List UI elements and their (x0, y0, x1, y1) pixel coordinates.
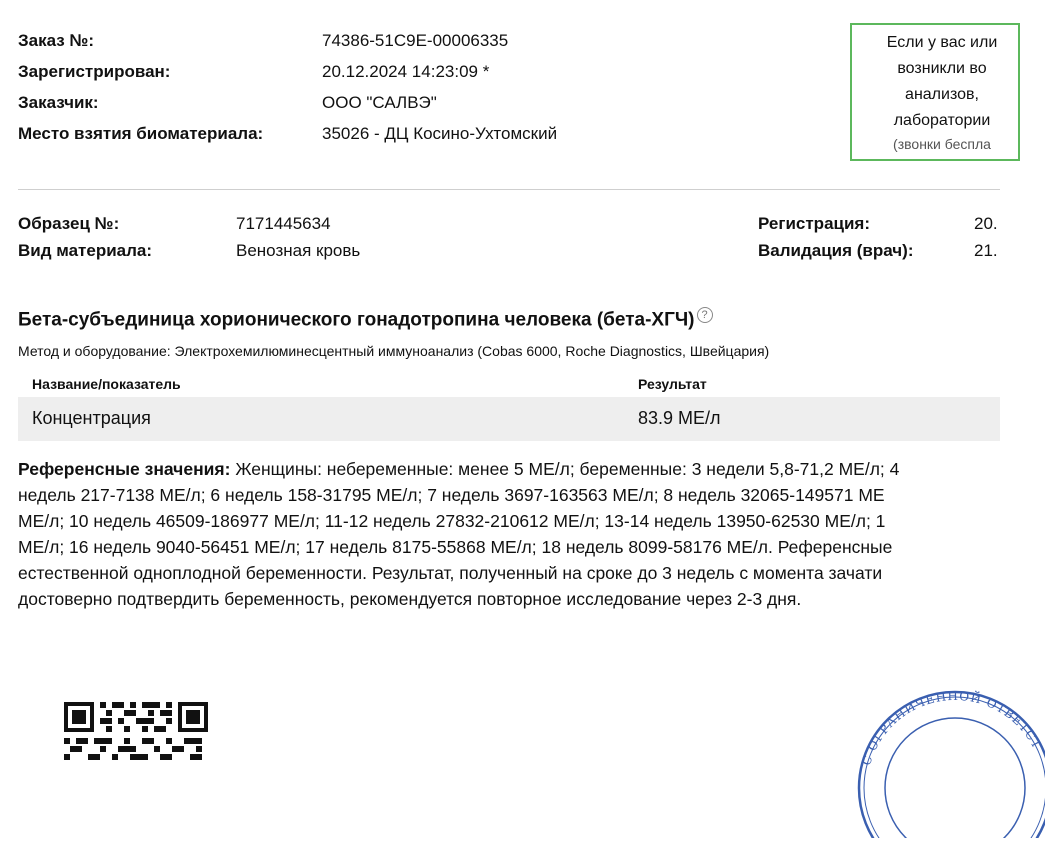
results-table-header (18, 374, 1000, 396)
material-value: Венозная кровь (236, 241, 361, 260)
stamp-seal (845, 688, 1045, 838)
stamp-text: С ОГРАНИЧЕННОЙ ОТВЕТСТ (859, 688, 1045, 768)
reference-line: естественной одноплодной беременности. Результат, полученный на сроке до 3 недель с момента зачати (18, 563, 883, 583)
contact-line: возникли во (897, 60, 987, 77)
customer-label: Заказчик: (18, 93, 99, 112)
sample-number-value: 7171445634 (236, 214, 331, 233)
help-icon[interactable]: ? (697, 307, 713, 323)
registered-label: Зарегистрирован: (18, 62, 171, 81)
validation-value: 21. (974, 241, 998, 260)
test-title: Бета-субъединица хорионического гонадотропина человека (бета-ХГЧ) (18, 309, 695, 331)
order-number-label: Заказ №: (18, 31, 95, 50)
column-header-result: Результат (638, 376, 707, 392)
order-number-value: 74386-51С9Е-00006335 (322, 31, 509, 50)
customer-value: ООО "САЛВЭ" (322, 93, 437, 112)
reference-line: недель 217-7138 МЕ/л; 6 недель 158-31795 МЕ/л; 7 недель 3697-163563 МЕ/л; 8 недель 32065-149571 МЕ (18, 485, 885, 505)
contact-line: анализов, (905, 86, 979, 103)
reference-line: МЕ/л; 10 недель 46509-186977 МЕ/л; 11-12 недель 27832-210612 МЕ/л; 13-14 недель 13950-62530 МЕ/л; 1 (18, 511, 886, 531)
reference-line: Женщины: небеременные: менее 5 МЕ/л; беременные: 3 недели 5,8-71,2 МЕ/л; 4 (230, 459, 900, 479)
qr-code-icon (62, 700, 210, 755)
contact-line: Если у вас или (886, 34, 998, 51)
table-row (18, 397, 1000, 441)
row-result: 83.9 МЕ/л (638, 408, 721, 428)
validation-label: Валидация (врач): (758, 241, 914, 260)
site-label: Место взятия биоматериала: (18, 124, 264, 143)
test-title-row (18, 307, 713, 331)
reference-line: МЕ/л; 16 недель 9040-56451 МЕ/л; 17 недель 8175-55868 МЕ/л; 18 недель 8099-58176 МЕ/л. Референсные (18, 537, 893, 557)
reference-label: Референсные значения: (18, 459, 231, 479)
registration-label: Регистрация: (758, 214, 871, 233)
contact-line-note: (звонки беспла (893, 136, 991, 152)
divider (18, 189, 1000, 190)
reference-values (18, 456, 1000, 612)
material-label: Вид материала: (18, 241, 153, 260)
sample-number-label: Образец №: (18, 214, 120, 233)
registration-value: 20. (974, 214, 998, 233)
contact-line: лаборатории (893, 112, 991, 129)
reference-line: достоверно подтвердить беременность, рекомендуется повторное исследование через 2-3 дня. (18, 589, 802, 609)
column-header-name: Название/показатель (32, 376, 181, 392)
row-parameter: Концентрация (32, 408, 151, 428)
contact-info-box (850, 23, 1020, 161)
test-method: Метод и оборудование: Электрохемилюминесцентный иммуноанализ (Cobas 6000, Roche Diagnostics, Швейцария) (18, 343, 770, 359)
site-value: 35026 - ДЦ Косино-Ухтомский (322, 124, 558, 143)
registered-value: 20.12.2024 14:23:09 * (322, 62, 490, 81)
